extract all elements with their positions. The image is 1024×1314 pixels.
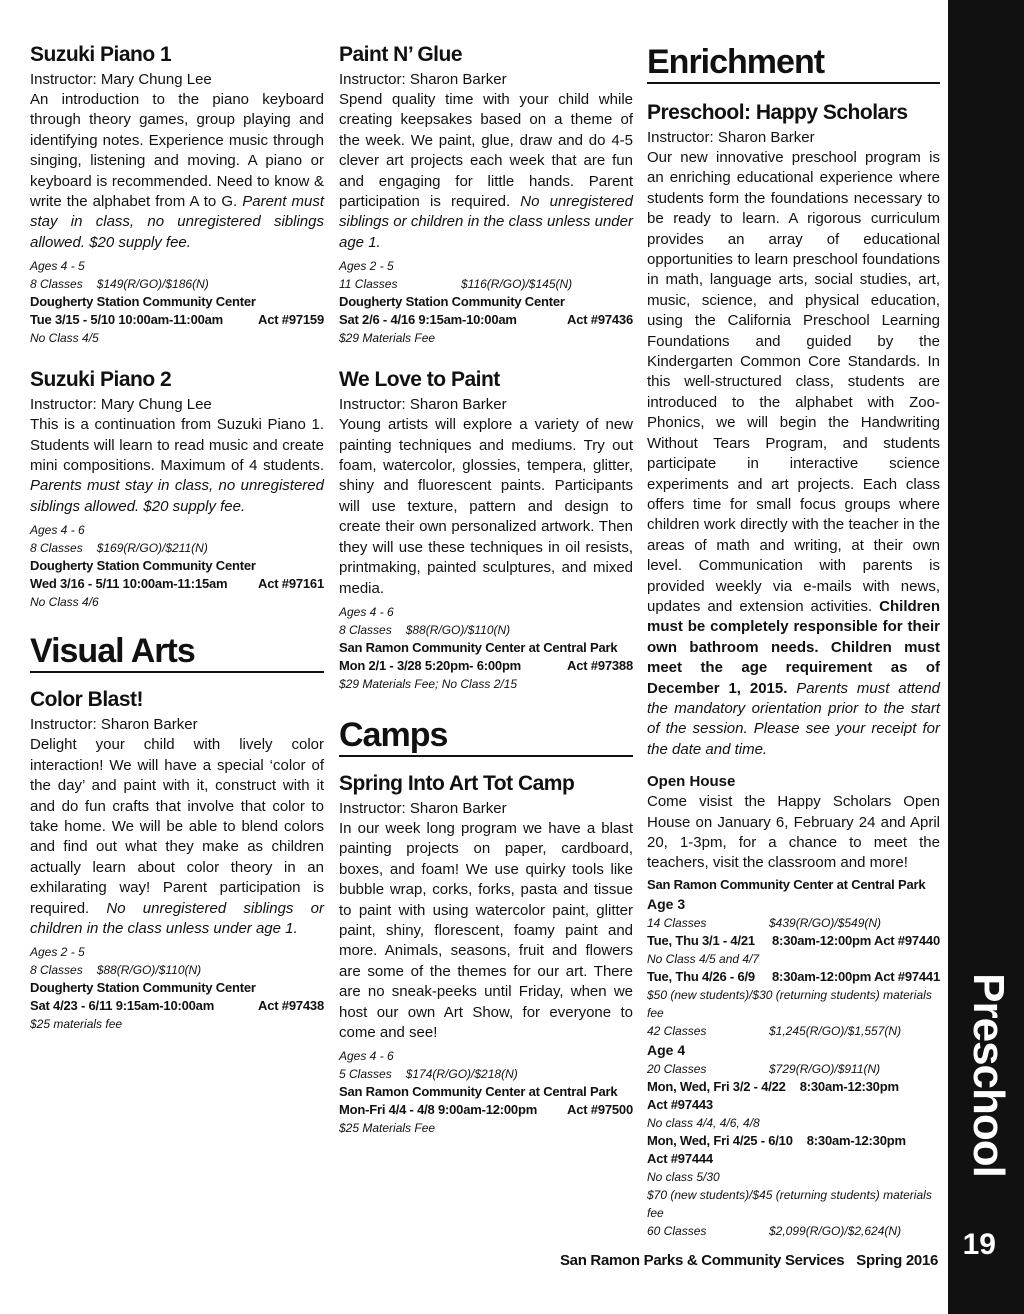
course-title: Spring Into Art Tot Camp xyxy=(339,771,575,795)
classes-fee: 8 Classes $149(R/GO)/$186(N) xyxy=(30,277,209,292)
open-house-heading: Open House xyxy=(647,773,736,791)
note: $25 materials fee xyxy=(30,1017,123,1032)
course-title: Suzuki Piano 1 xyxy=(30,43,172,66)
note: $29 Materials Fee xyxy=(339,331,436,346)
classes-fee: 8 Classes $88(R/GO)/$110(N) xyxy=(30,963,202,978)
instructor: Instructor: Sharon Barker xyxy=(647,129,815,146)
note: $25 Materials Fee xyxy=(339,1121,436,1136)
course-title: Color Blast! xyxy=(30,688,144,712)
description: An introduction to the piano keyboard through theory games, group playing and identifying notes. Experience music through singing, listening and moving. A piano or keyboard is recommended. Need to know & write the alphabet from A to G. Parent must stay in class, no unregistered siblings allowed. $20 supply fee. xyxy=(30,91,324,251)
note: No Class 4/6 xyxy=(30,595,99,610)
schedule: Mon-Fri 4/4 - 4/8 9:00am-12:00pm Act #97500 xyxy=(339,1102,633,1118)
classes-fee: 8 Classes $169(R/GO)/$211(N) xyxy=(30,541,208,556)
classes-fee: 5 Classes $174(R/GO)/$218(N) xyxy=(339,1067,518,1082)
note: No class 4/4, 4/6, 4/8 xyxy=(647,1115,760,1130)
schedule: Tue 3/15 - 5/10 10:00am-11:00am Act #97159 xyxy=(30,312,324,328)
sidebar-section-label: Preschool xyxy=(964,973,1013,1177)
location: San Ramon Community Center at Central Park xyxy=(647,876,926,892)
course-we-love-to-paint xyxy=(339,367,633,693)
section-heading-camps: Camps xyxy=(339,715,633,757)
ages: Ages 2 - 5 xyxy=(30,945,85,960)
description: Delight your child with lively color interaction! We will have a special ‘color of the day’ and paint with it, construct with it and do fun crafts that involve that color to take home. We will be able to blend colors and find out what they make as children actually learn about color theory in an exhilarating way! Parent participation is required. No unregistered siblings or children in the class unless under age 1. xyxy=(30,736,324,937)
schedule: Mon, Wed, Fri 3/2 - 4/22 8:30am-12:30pm xyxy=(647,1078,899,1094)
instructor: Instructor: Sharon Barker xyxy=(30,716,198,734)
schedule: Tue, Thu 4/26 - 6/9 8:30am-12:00pm Act #97441 xyxy=(647,968,940,984)
age-3-label: Age 3 xyxy=(647,895,686,912)
description: In our week long program we have a blast painting projects on paper, cardboard, boxes, and foam! We use quirky tools like bubble wrap, corks, forks, pasta and tissue to paint with using watercolor paint, glitter paint, shiny, florescent, foamy paint and more. Animals, seasons, fruit and flowers are some of the themes for our art. There are no sneak-peeks until Friday, when we host our own Art Show, for everyone to come and see! xyxy=(339,819,633,1041)
activity-number: Act #97443 xyxy=(647,1096,713,1112)
section-heading-enrichment: Enrichment xyxy=(647,42,940,84)
course-suzuki-piano-1 xyxy=(30,42,324,347)
ages: Ages 2 - 5 xyxy=(339,259,394,274)
note: $29 Materials Fee; No Class 2/15 xyxy=(339,676,518,691)
course-happy-scholars xyxy=(647,100,940,1240)
course-title: We Love to Paint xyxy=(339,368,500,392)
open-house-text: Come visist the Happy Scholars Open House on January 6, February 24 and April 20, 1-3pm, for a chance to meet the teachers, visit the classroom and more! xyxy=(647,793,940,872)
instructor: Instructor: Sharon Barker xyxy=(339,799,507,817)
classes-fee: 42 Classes $1,245(R/GO)/$1,557(N) xyxy=(647,1023,902,1038)
course-paint-n-glue xyxy=(339,42,633,347)
page-number: 19 xyxy=(962,1228,996,1261)
location: San Ramon Community Center at Central Park xyxy=(339,639,618,655)
classes-fee: 8 Classes $88(R/GO)/$110(N) xyxy=(339,622,511,637)
classes-fee: 11 Classes $116(R/GO)/$145(N) xyxy=(339,277,573,292)
instructor: Instructor: Mary Chung Lee xyxy=(30,71,212,88)
location: Dougherty Station Community Center xyxy=(30,558,256,574)
description: This is a continuation from Suzuki Piano 1. Students will learn to read music and create mini compositions. Maximum of 4 students. Parents must stay in class, no unregistered siblings allowed. $20 supply fee. xyxy=(30,416,324,515)
schedule: Tue, Thu 3/1 - 4/21 8:30am-12:00pm Act #97440 xyxy=(647,932,940,948)
section-heading-visual-arts: Visual Arts xyxy=(30,631,324,673)
footer-org: San Ramon Parks & Community Services xyxy=(559,1252,845,1269)
instructor: Instructor: Mary Chung Lee xyxy=(30,396,212,414)
classes-fee: 14 Classes $439(R/GO)/$549(N) xyxy=(647,915,882,930)
course-spring-into-art-tot-camp xyxy=(339,771,633,1137)
note: No Class 4/5 xyxy=(30,331,99,346)
description: Spend quality time with your child while creating keepsakes based on a theme of the week. We paint, glue, draw and do 4-5 clever art projects each week that are fun and engaging for little hands. Parent participation is required. No unregistered siblings or children in the class unless under age 1. xyxy=(339,91,633,251)
schedule: Wed 3/16 - 5/11 10:00am-11:15am Act #97161 xyxy=(30,576,324,592)
activity-number: Act #97444 xyxy=(647,1150,713,1166)
classes-fee: 60 Classes $2,099(R/GO)/$2,624(N) xyxy=(647,1223,902,1238)
footer xyxy=(560,1252,938,1269)
schedule: Mon, Wed, Fri 4/25 - 6/10 8:30am-12:30pm xyxy=(647,1132,906,1148)
location: Dougherty Station Community Center xyxy=(339,294,565,310)
course-suzuki-piano-2 xyxy=(30,367,324,611)
ages: Ages 4 - 6 xyxy=(339,1049,394,1064)
location: Dougherty Station Community Center xyxy=(30,294,256,310)
schedule: Sat 2/6 - 4/16 9:15am-10:00am Act #97436 xyxy=(339,312,633,328)
note: $70 (new students)/$45 (returning students) materials fee xyxy=(647,1187,932,1220)
course-title: Paint N’ Glue xyxy=(339,43,463,66)
location: Dougherty Station Community Center xyxy=(30,980,256,996)
schedule: Mon 2/1 - 3/28 5:20pm- 6:00pm Act #97388 xyxy=(339,657,633,673)
section-sidebar xyxy=(948,0,1024,1314)
description: Young artists will explore a variety of new painting techniques and mediums. Try out foam, watercolor, glossies, tempera, glitter, shiny and fluorescent paints. Participants will use texture, pattern and design to create their own personalized artwork. Then they will use these techniques in oil resists, printmaking, painted sculptures, and mixed media. xyxy=(339,416,633,597)
course-title: Suzuki Piano 2 xyxy=(30,368,172,392)
note: No Class 4/5 and 4/7 xyxy=(647,951,760,966)
ages: Ages 4 - 6 xyxy=(339,604,394,619)
age-4-label: Age 4 xyxy=(647,1041,686,1058)
course-title: Preschool: Happy Scholars xyxy=(647,101,908,124)
course-color-blast xyxy=(30,687,324,1033)
note: No class 5/30 xyxy=(647,1169,720,1184)
footer-season: Spring 2016 xyxy=(856,1252,938,1269)
ages: Ages 4 - 5 xyxy=(30,259,85,274)
column-3 xyxy=(647,42,940,1260)
column-1 xyxy=(30,42,324,1053)
instructor: Instructor: Sharon Barker xyxy=(339,396,507,414)
note: $50 (new students)/$30 (returning students) materials fee xyxy=(647,987,932,1020)
location: San Ramon Community Center at Central Park xyxy=(339,1084,618,1100)
description: Our new innovative preschool program is an enriching educational experience where students form the foundations necessary to be ready to learn. A rigorous curriculum provides an array of educational opportunities to learn preschool foundations in math, language arts, social studies, art, music, science, and physical education, using the California Preschool Learning Foundations and guided by the Kindergarten Common Core Standards. In this well-structured class, students are introduced to the alphabet with Zoo-Phonics, we will begin the Handwriting Without Tears Program, and students participate in interactive science experiments and art projects. Each class offers time for small focus groups where children work directly with the teacher in the areas of math and writing, at their own level. Communication with parents is provided weekly via e-mails with news, updates and extension activities. Children must be completely responsible for their own bathroom needs. Children must meet the age requirement as of December 1, 2015. Parents must attend the mandatory orientation prior to the start of the session. Please see your receipt for the date and time. xyxy=(647,149,940,758)
classes-fee: 20 Classes $729(R/GO)/$911(N) xyxy=(647,1061,881,1076)
column-2 xyxy=(339,42,633,1157)
ages: Ages 4 - 6 xyxy=(30,523,85,538)
schedule: Sat 4/23 - 6/11 9:15am-10:00am Act #97438 xyxy=(30,998,324,1014)
instructor: Instructor: Sharon Barker xyxy=(339,71,507,88)
